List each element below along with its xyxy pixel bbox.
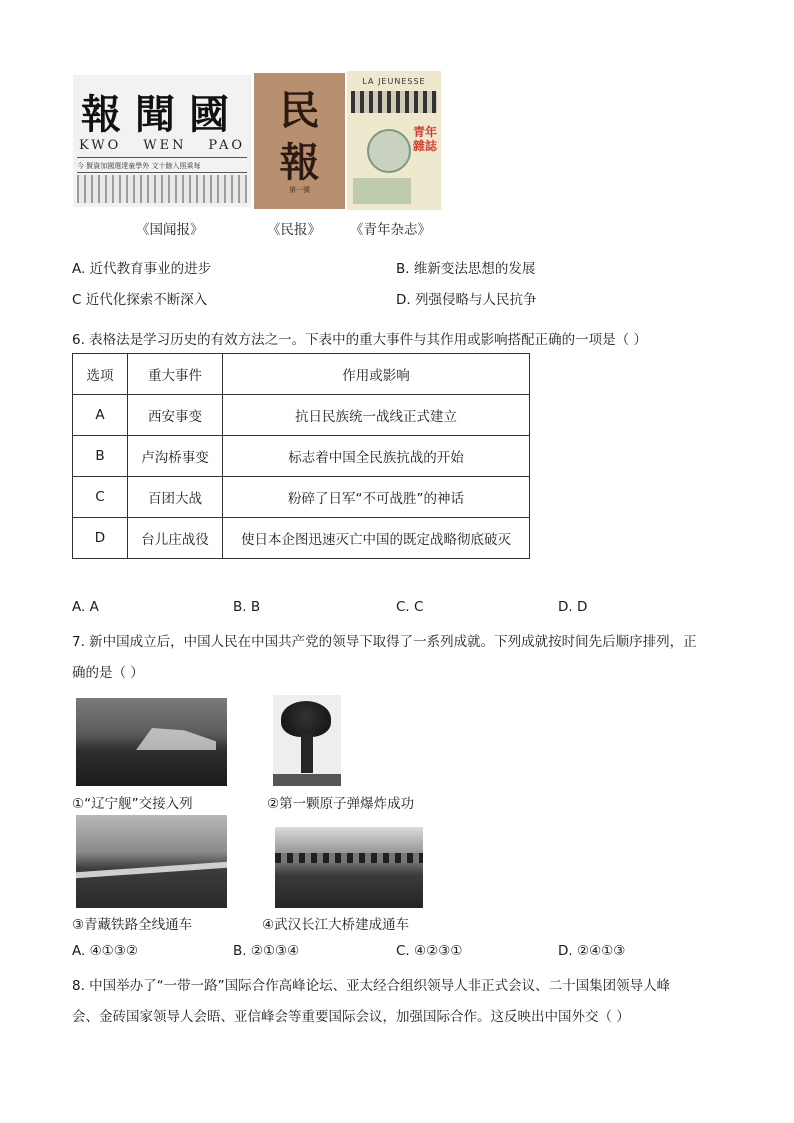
table-row [73,395,530,436]
minbao-char-bao: 報 [279,139,320,186]
caption-guowenbao: 《国闻报》 [136,222,204,238]
header-cell: 重大事件 [128,354,223,395]
guowenbao-image [73,75,251,207]
q5-option-a[interactable]: A. 近代教育事业的进步 [72,261,212,277]
qingnian-red-title: 青年雜誌 [413,125,438,153]
wuhan-bridge-photo [275,827,423,908]
q7-stem-line2: 确的是（ ） [72,665,144,681]
decorative-base [353,178,411,204]
minbao-char-min: 民 [279,87,320,134]
carrier-silhouette [136,728,216,750]
caption-photo-3: ③青藏铁路全线通车 [72,917,193,933]
table-row [73,477,530,518]
ground [273,774,341,786]
qingnian-image [347,71,441,210]
table-row [73,436,530,477]
header-cell: 选项 [73,354,128,395]
q8-stem-line2: 会、金砖国家领导人会晤、亚信峰会等重要国际会议，加强国际合作。这反映出中国外交（ ） [72,1009,630,1025]
q5-option-c[interactable]: C 近代化探索不断深入 [72,292,208,308]
table-cell: A [73,395,128,436]
mushroom-cloud-stem [301,733,313,773]
caption-photo-4: ④武汉长江大桥建成通车 [262,917,410,933]
liaoning-carrier-photo [76,698,227,786]
table-cell: D [73,518,128,559]
minbao-image [254,73,345,209]
q5-option-b[interactable]: B. 维新变法思想的发展 [396,261,536,277]
q6-events-table [72,353,530,559]
table-cell: B [73,436,128,477]
header-cell: 作用或影响 [223,354,530,395]
bridge-deck [275,853,423,863]
table-row [73,518,530,559]
guowenbao-small-print: 今 賢資加國選達童學外 文十餘入照乘每 [77,162,201,170]
portrait-medallion [367,129,411,173]
q6-option-b[interactable]: B. B [233,599,261,615]
q6-option-c[interactable]: C. C [396,599,424,615]
qingnian-header: LA JEUNESSE [362,77,426,86]
q7-option-a[interactable]: A. ④①③② [72,943,138,959]
q7-option-c[interactable]: C. ④②③① [396,943,463,959]
caption-minbao: 《民报》 [267,222,321,238]
railway-line [76,862,227,879]
divider [77,157,247,158]
table-cell: C [73,477,128,518]
latin-word: KWO [79,138,122,153]
table-cell: 西安事变 [128,395,223,436]
mushroom-cloud-cap [281,701,331,737]
caption-photo-1: ①“辽宁舰”交接入列 [72,796,193,812]
table-cell: 标志着中国全民族抗战的开始 [223,436,530,477]
table-cell: 粉碎了日军“不可战胜”的神话 [223,477,530,518]
q6-stem: 6. 表格法是学习历史的有效方法之一。下表中的重大事件与其作用或影响搭配正确的一项是（ ） [72,332,647,348]
table-header-row [73,354,530,395]
divider [77,172,247,173]
table-cell: 百团大战 [128,477,223,518]
minbao-issue: 第一號 [289,186,310,194]
q7-stem-line1: 7. 新中国成立后，中国人民在中国共产党的领导下取得了一系列成就。下列成就按时间先后顺序排列，正 [72,634,697,650]
q7-option-d[interactable]: D. ②④①③ [558,943,626,959]
atomic-bomb-photo [273,695,341,786]
q7-option-b[interactable]: B. ②①③④ [233,943,300,959]
latin-word: WEN [143,138,187,153]
q8-stem-line1: 8. 中国举办了“一带一路”国际合作高峰论坛、亚太经合组织领导人非正式会议、二十国集团领导人峰 [72,978,671,994]
newspaper-columns [77,175,247,203]
table-cell: 卢沟桥事变 [128,436,223,477]
guowenbao-latin-title [79,138,245,153]
latin-word: PAO [208,138,245,153]
table-cell: 使日本企图迅速灭亡中国的既定战略彻底破灭 [223,518,530,559]
qinghai-tibet-railway-photo [76,815,227,908]
table-cell: 抗日民族统一战线正式建立 [223,395,530,436]
q6-option-a[interactable]: A. A [72,599,99,615]
caption-photo-2: ②第一颗原子弹爆炸成功 [267,796,415,812]
caption-qingnian: 《青年杂志》 [350,222,431,238]
guowenbao-masthead: 報聞國 [81,91,243,138]
q5-option-d[interactable]: D. 列强侵略与人民抗争 [396,292,537,308]
qingnian-figures-band [351,91,437,113]
q6-option-d[interactable]: D. D [558,599,588,615]
table-cell: 台儿庄战役 [128,518,223,559]
